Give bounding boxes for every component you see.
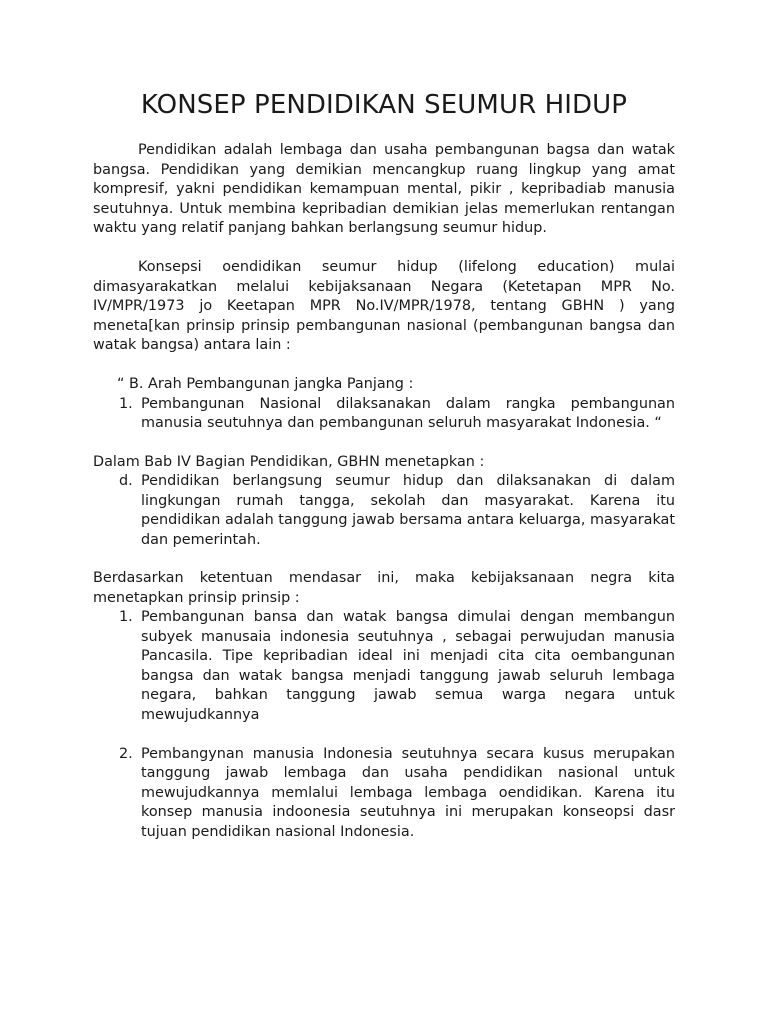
document-page [93, 88, 675, 842]
prinsip-list [93, 608, 675, 842]
list-marker: d. [119, 473, 133, 489]
quote-list [93, 395, 675, 434]
document-title: KONSEP PENDIDIKAN SEUMUR HIDUP [140, 90, 628, 120]
list-item-text: Pendidikan berlangsung seumur hidup dan dilaksanakan di dalam lingkungan rumah tangga, sekolah dan masyarakat. Karena itu pendidikan adalah tanggung jawab bersama antara keluarga, masyarakat dan pemerintah. [141, 473, 675, 548]
bab-intro: Dalam Bab IV Bagian Pendidikan, GBHN menetapkan : [93, 453, 485, 470]
list-item-text: Pembangunan Nasional dilaksanakan dalam rangka pembangunan manusia seutuhnya dan pembangunan seluruh masyarakat Indonesia. “ [141, 395, 675, 431]
quote-heading: “ B. Arah Pembangunan jangka Panjang : [117, 376, 414, 392]
list-item [93, 472, 675, 550]
list-item [93, 745, 675, 843]
list-item [93, 608, 675, 725]
list-item-text: Pembangunan bansa dan watak bangsa dimulai dengan membangun subyek manusaia indonesia seutuhnya , sebagai perwujudan manusia Pancasila. Tipe kepribadian ideal ini menjadi cita cita oembangunan bangsa dan watak bangsa menjadi tanggung jawab seluruh lembaga negara, bahkan tanggung jawab semua warga negara untuk mewujudkannya [141, 609, 675, 723]
list-item-text: Pembangynan manusia Indonesia seutuhnya secara kusus merupakan tanggung jawab lembaga dan usaha pendidikan nasional untuk mewujudkannya memlalui lembaga lembaga oendidikan. Karena itu konsep manusia indoonesia seutuhnya ini merupakan konseopsi dasr tujuan pendidikan nasional Indonesia. [141, 745, 675, 840]
bab-list [93, 472, 675, 550]
quote-block [93, 375, 675, 434]
list-marker: 1. [119, 395, 133, 412]
paragraph-intro: Pendidikan adalah lembaga dan usaha pembangunan bagsa dan watak bangsa. Pendidikan yang demikian mencangkup ruang lingkup yang amat kompresif, yakni pendidikan kemampuan mental, pikir , kepribadiab manusia seutuhnya. Untuk membina kepribadian demikian jelas memerlukan rentangan waktu yang relatif panjang bahkan berlangsung seumur hidup. [93, 142, 675, 236]
list-marker: 2. [119, 745, 133, 762]
list-item [93, 395, 675, 434]
prinsip-intro: Berdasarkan ketentuan mendasar ini, maka kebijaksanaan negra kita menetapkan prinsip prinsip : [93, 570, 675, 606]
list-marker: 1. [119, 609, 133, 625]
prinsip-section [93, 569, 675, 842]
paragraph-konsepsi: Konsepsi oendidikan seumur hidup (lifelong education) mulai dimasyarakatkan melalui kebijaksanaan Negara (Ketetapan MPR No. IV/MPR/1973 jo Keetapan MPR No.IV/MPR/1978, tentang GBHN ) yang meneta[kan prinsip prinsip pembangunan nasional (pembangunan bangsa dan watak bangsa) antara lain : [93, 259, 675, 353]
bab-section [93, 453, 675, 551]
